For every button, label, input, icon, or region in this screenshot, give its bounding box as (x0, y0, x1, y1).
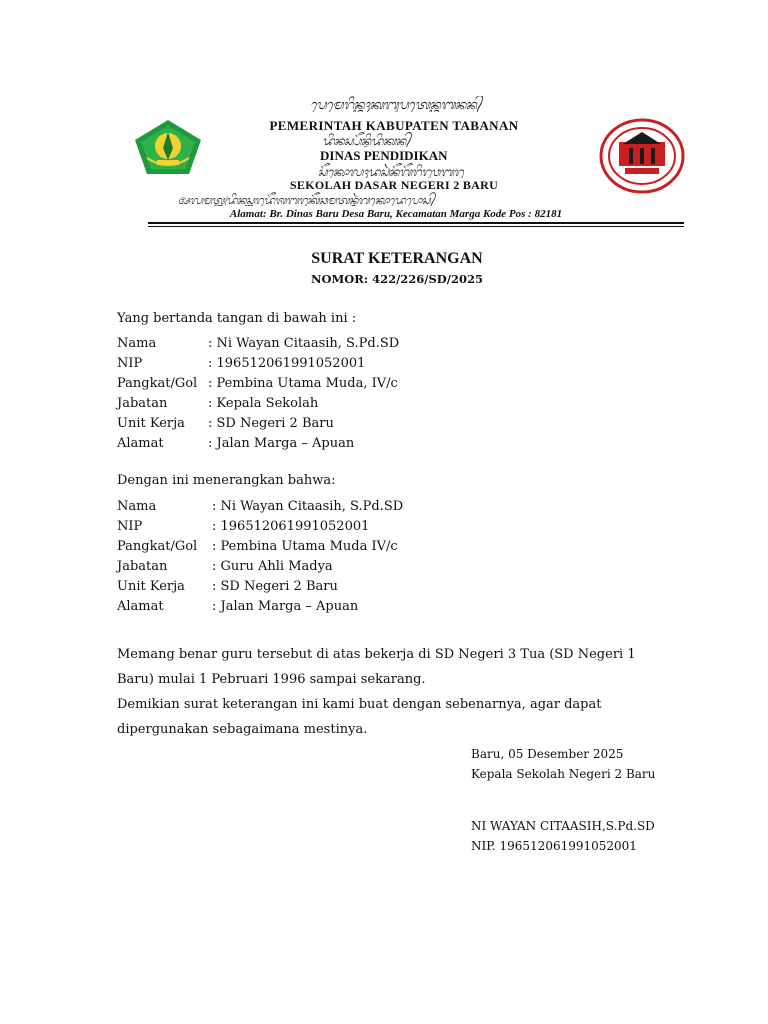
letterhead-divider-thick (148, 222, 684, 224)
balinese-script-government: ᬧᬾᬫᬾᬭᬶᬦ᭄ᬢᬄᬓᬩᬸᬧᬢᬾᬦ᭄ᬢᬩᬦᬦ᭄ (310, 98, 481, 112)
document-number: NOMOR: 422/226/SD/2025 (311, 272, 483, 286)
field-value: : 196512061991052001 (208, 356, 366, 371)
balinese-script-address: ᬅᬮᬫᬢ᭄ᬩᬺᬤᬶᬦᬲ᭄ᬩᬭᬸᬤᭂᬰᬩᬭᬸᬓᭂᬘᬫᬢᬦ᭄ᬫᬃᬕᬓᭀᬤᬾᬧᭀᬲ᭄ (178, 194, 435, 206)
field-label: Alamat (117, 436, 164, 451)
signature-header (471, 744, 655, 784)
field-value: : SD Negeri 2 Baru (212, 579, 338, 594)
field-label: Jabatan (117, 396, 168, 411)
closing-line: Demikian surat keterangan ini kami buat dengan sebenarnya, agar dapat (117, 697, 602, 712)
field-value: : Pembina Utama Muda, IV/c (208, 376, 398, 391)
closing-line: dipergunakan sebagaimana mestinya. (117, 722, 368, 737)
statement-paragraph (117, 642, 657, 692)
letterhead-divider-thin (148, 226, 684, 227)
field-label: Pangkat/Gol (117, 539, 198, 554)
field-value: : Ni Wayan Citaasih, S.Pd.SD (208, 336, 400, 351)
place-date: Baru, 05 Desember 2025 (471, 747, 624, 761)
document-title: SURAT KETERANGAN (311, 250, 483, 267)
field-value: : 196512061991052001 (212, 519, 370, 534)
government-name: PEMERINTAH KABUPATEN TABANAN (269, 118, 519, 133)
statement-line: Memang benar guru tersebut di atas bekerja di SD Negeri 3 Tua (SD Negeri 1 (117, 647, 636, 662)
letterhead (0, 0, 768, 232)
intro-text: Yang bertanda tangan di bawah ini : (117, 311, 357, 326)
school-name: SEKOLAH DASAR NEGERI 2 BARU (289, 178, 499, 192)
field-value: : SD Negeri 2 Baru (208, 416, 334, 431)
field-value: : Pembina Utama Muda IV/c (212, 539, 398, 554)
signer-position: Kepala Sekolah Negeri 2 Baru (471, 767, 656, 781)
field-label: Unit Kerja (117, 579, 185, 594)
statement-line: Baru) mulai 1 Pebruari 1996 sampai sekarang. (117, 672, 426, 687)
balinese-script-school: ᬲᭂᬓᭀᬮᬄᬤᬲᬃᬦᭂᬕᭂᬭᬶᬭᬸᬯᬩᬭᬸ (318, 165, 464, 178)
signer-name: NI WAYAN CITAASIH,S.Pd.SD (471, 819, 655, 833)
statement-intro: Dengan ini menerangkan bahwa: (117, 473, 336, 488)
field-label: Unit Kerja (117, 416, 185, 431)
field-value: : Jalan Marga – Apuan (212, 599, 359, 614)
field-label: Jabatan (117, 559, 168, 574)
field-label: Nama (117, 499, 157, 514)
field-label: Alamat (117, 599, 164, 614)
signature-block (471, 816, 655, 856)
department-name: DINAS PENDIDIKAN (320, 148, 448, 163)
field-value: : Kepala Sekolah (208, 396, 319, 411)
field-label: NIP (117, 356, 143, 371)
field-label: Pangkat/Gol (117, 376, 198, 391)
field-value: : Jalan Marga – Apuan (208, 436, 355, 451)
field-label: NIP (117, 519, 143, 534)
field-value: : Ni Wayan Citaasih, S.Pd.SD (212, 499, 404, 514)
field-value: : Guru Ahli Madya (212, 559, 333, 574)
closing-paragraph (117, 692, 657, 742)
school-address: Alamat: Br. Dinas Baru Desa Baru, Kecamatan Marga Kode Pos : 82181 (229, 208, 563, 220)
signer-nip: NIP. 196512061991052001 (471, 839, 637, 853)
field-label: Nama (117, 336, 157, 351)
balinese-script-department: ᬤᬶᬦᬲ᭄ᬧᭂᬦ᭄ᬤᬶᬤᬶᬓᬦ᭄ (322, 134, 410, 147)
